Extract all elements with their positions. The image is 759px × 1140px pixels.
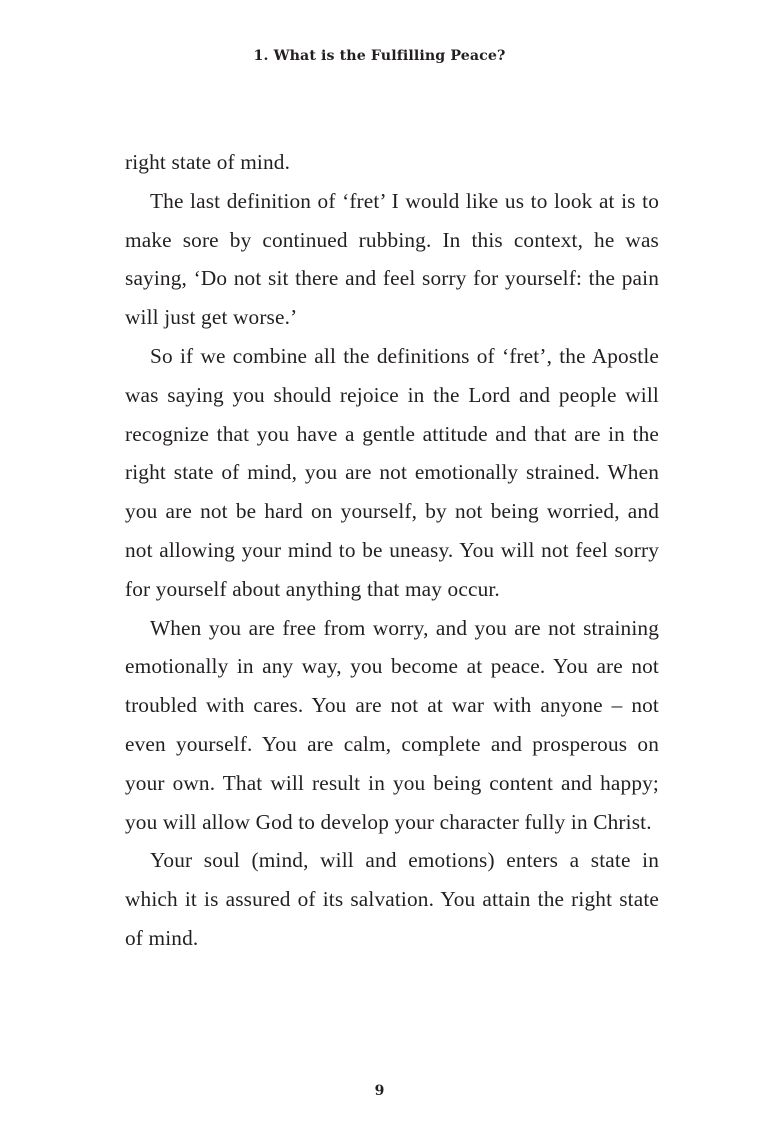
- paragraph-combined-definitions: So if we combine all the definitions of ‘fret’, the Apostle was saying you should rejoice in the Lord and people will recognize that you have a gentle attitude and that are in the right state of mind, you are not emotionally strained. When you are not be hard on yourself, by not being worried, and not allowing your mind to be uneasy. You will not feel sorry for yourself about anything that may occur.: [125, 343, 659, 601]
- paragraph-fret-definition: The last definition of ‘fret’ I would like us to look at is to make sore by continued rubbing. In this context, he was saying, ‘Do not sit there and feel sorry for yourself: the pain will just get worse.’: [125, 188, 659, 330]
- page-number: 9: [374, 1083, 385, 1099]
- paragraph-continuation: right state of mind.: [125, 150, 291, 174]
- running-head: 1. What is the Fulfilling Peace?: [253, 48, 506, 64]
- body-text: [125, 143, 659, 958]
- paragraph-soul-state: Your soul (mind, will and emotions) enters a state in which it is assured of its salvation. You attain the right state of mind.: [125, 848, 659, 950]
- paragraph-free-from-worry: When you are free from worry, and you are not straining emotionally in any way, you become at peace. You are not troubled with cares. You are not at war with anyone – not even yourself. You are calm, complete and prosperous on your own. That will result in you being content and happy; you will allow God to develop your character fully in Christ.: [125, 615, 659, 834]
